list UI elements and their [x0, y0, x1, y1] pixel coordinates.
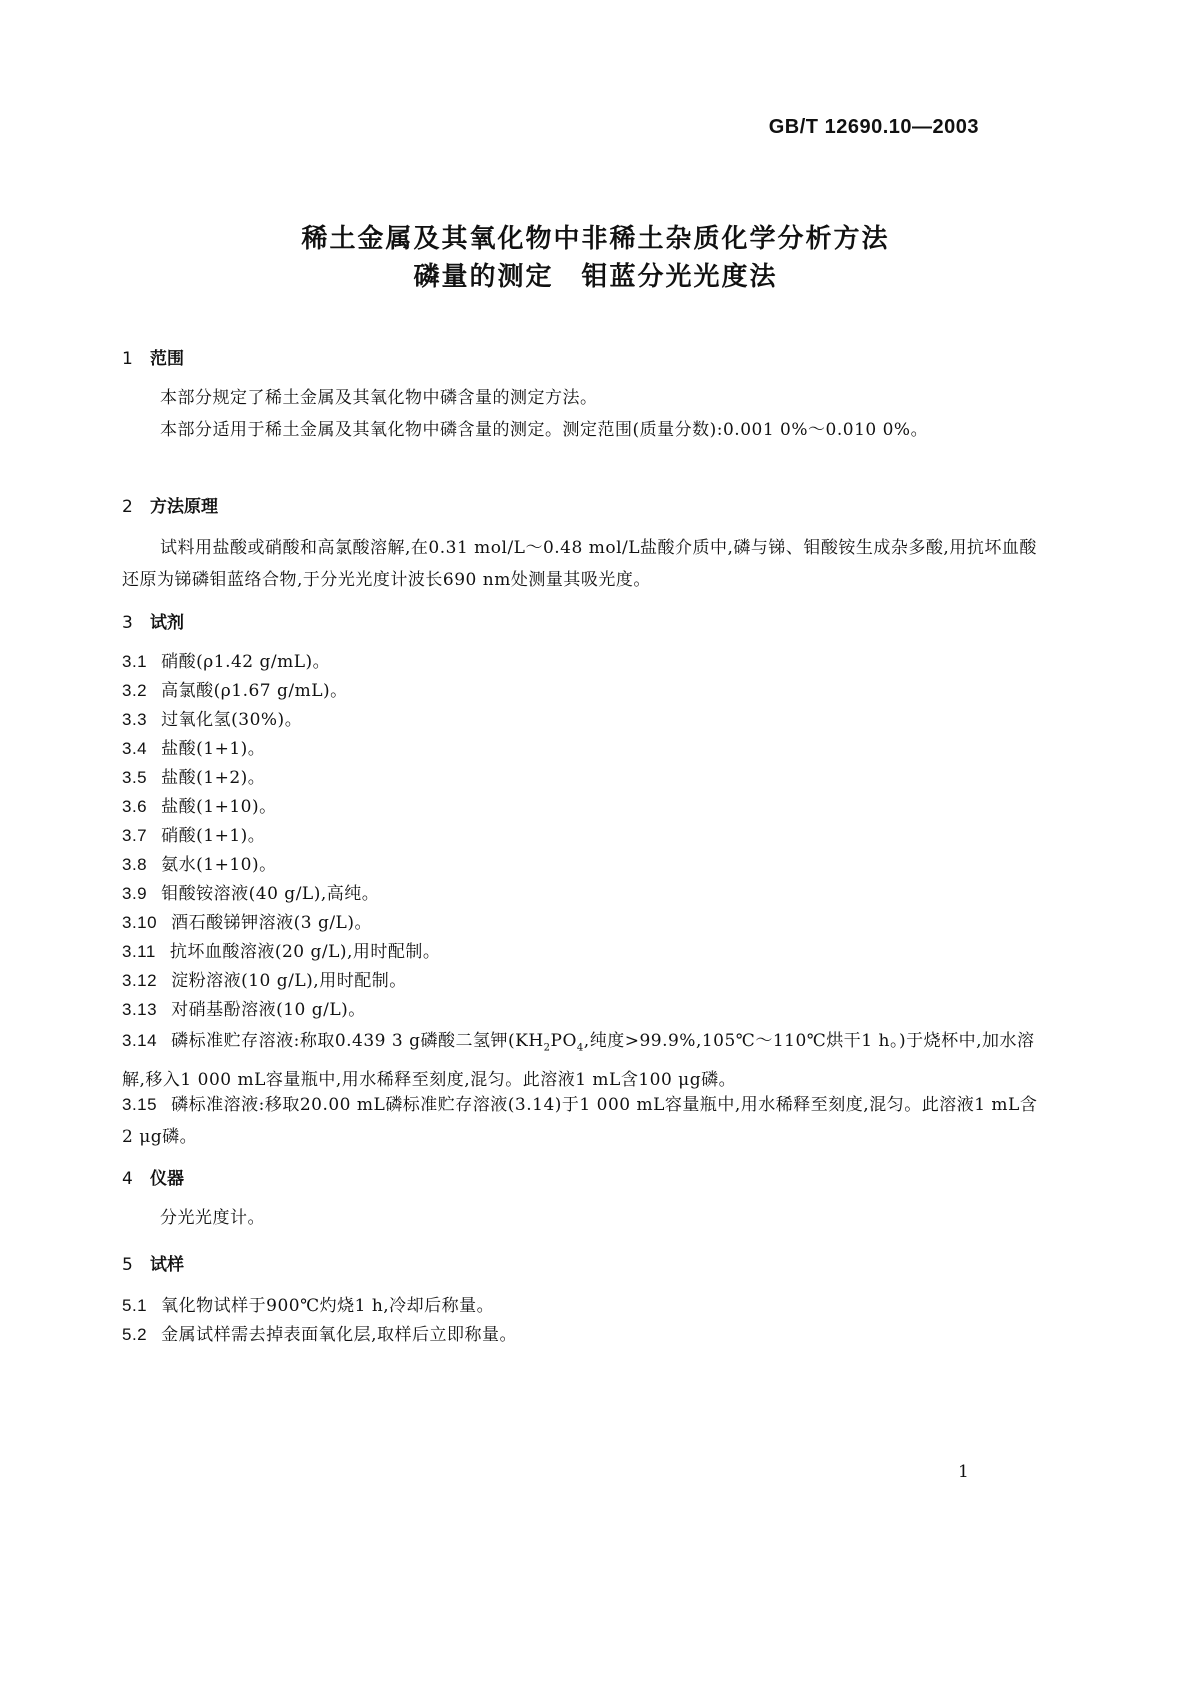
list-item	[122, 704, 1048, 736]
item-text: 氨水(1+10)。	[161, 855, 277, 875]
list-item	[122, 791, 1048, 823]
subscript: 2	[543, 1042, 551, 1054]
item-number: 3.12	[122, 971, 158, 990]
list-item	[122, 1025, 1048, 1096]
list-item	[122, 646, 1048, 678]
list-item	[122, 994, 1048, 1026]
list-item	[122, 762, 1048, 794]
item-number: 3.2	[122, 681, 148, 700]
item-text: 钼酸铵溶液(40 g/L),高纯。	[161, 884, 380, 904]
standard-number: GB/T 12690.10—2003	[768, 116, 979, 138]
list-item	[122, 1319, 1048, 1351]
item-number: 3.13	[122, 1000, 158, 1019]
item-text: 对硝基酚溶液(10 g/L)。	[171, 1000, 366, 1020]
paragraph: 本部分规定了稀土金属及其氧化物中磷含量的测定方法。	[160, 388, 598, 408]
item-text: 淀粉溶液(10 g/L),用时配制。	[171, 971, 407, 991]
item-number: 3.5	[122, 768, 148, 787]
section-number: 1	[122, 349, 133, 369]
item-text: 盐酸(1+1)。	[161, 739, 266, 759]
list-item	[122, 1290, 1048, 1322]
item-text: PO	[550, 1031, 577, 1051]
section-number: 4	[122, 1169, 133, 1189]
list-item	[122, 878, 1048, 910]
item-text: 抗坏血酸溶液(20 g/L),用时配制。	[169, 942, 441, 962]
page-number: 1	[958, 1462, 969, 1482]
section-heading-principle	[122, 492, 218, 517]
item-number: 3.6	[122, 797, 148, 816]
list-item	[122, 849, 1048, 881]
item-text: 硝酸(1+1)。	[161, 826, 266, 846]
item-number: 3.14	[122, 1031, 158, 1050]
item-text: 酒石酸锑钾溶液(3 g/L)。	[171, 913, 372, 933]
list-item	[122, 907, 1048, 939]
item-text: 盐酸(1+2)。	[161, 768, 266, 788]
section-number: 2	[122, 497, 133, 517]
section-heading-apparatus	[122, 1164, 184, 1189]
list-item	[122, 820, 1048, 852]
item-number: 3.4	[122, 739, 148, 758]
list-item	[122, 675, 1048, 707]
item-number: 3.8	[122, 855, 148, 874]
item-text: 硝酸(ρ1.42 g/mL)。	[161, 652, 331, 672]
item-number: 3.9	[122, 884, 148, 903]
section-number: 3	[122, 613, 133, 633]
item-number: 3.1	[122, 652, 148, 671]
item-text: 过氧化氢(30%)。	[161, 710, 303, 730]
section-heading-sample	[122, 1250, 184, 1275]
document-title-line-1: 稀土金属及其氧化物中非稀土杂质化学分析方法	[301, 224, 890, 254]
item-text: 磷标准贮存溶液:称取0.439 3 g磷酸二氢钾(KH	[171, 1031, 544, 1051]
list-item	[122, 1089, 1048, 1153]
subscript: 4	[576, 1042, 584, 1054]
item-text: 高氯酸(ρ1.67 g/mL)。	[161, 681, 348, 701]
item-number: 5.1	[122, 1296, 148, 1315]
list-item	[122, 965, 1048, 997]
item-number: 3.10	[122, 913, 158, 932]
item-text: 金属试样需去掉表面氧化层,取样后立即称量。	[161, 1325, 518, 1345]
item-text: 盐酸(1+10)。	[161, 797, 277, 817]
section-title: 试样	[150, 1255, 184, 1275]
item-number: 3.7	[122, 826, 148, 845]
paragraph: 分光光度计。	[160, 1208, 265, 1228]
item-text: 磷标准溶液:移取20.00 mL磷标准贮存溶液(3.14)于1 000 mL容量瓶中,用水稀释至刻度,混匀。此溶液1 mL含2 μg磷。	[122, 1095, 1038, 1147]
item-number: 3.11	[122, 942, 156, 961]
paragraph: 试料用盐酸或硝酸和高氯酸溶解,在0.31 mol/L～0.48 mol/L盐酸介质中,磷与锑、钼酸铵生成杂多酸,用抗坏血酸还原为锑磷钼蓝络合物,于分光光度计波长690 nm处测量其吸光度。	[122, 538, 1037, 590]
item-number: 3.3	[122, 710, 148, 729]
section-title: 仪器	[150, 1169, 184, 1189]
item-number: 5.2	[122, 1325, 148, 1344]
list-item	[122, 936, 1048, 968]
item-text: ,纯度>99.9%,105℃～110℃烘干1 h。)于烧杯中,加水溶解,移入1 000 mL容量瓶中,用水稀释至刻度,混匀。此溶液1 mL含100 μg磷。	[122, 1031, 1035, 1091]
section-title: 试剂	[150, 613, 184, 633]
section-title: 范围	[150, 349, 184, 369]
section-heading-scope	[122, 344, 184, 369]
item-number: 3.15	[122, 1095, 158, 1114]
section-heading-reagents	[122, 608, 184, 633]
section-number: 5	[122, 1255, 133, 1275]
list-item	[122, 733, 1048, 765]
section-title: 方法原理	[150, 497, 218, 517]
item-text: 氧化物试样于900℃灼烧1 h,冷却后称量。	[161, 1296, 495, 1316]
document-title-line-2: 磷量的测定 钼蓝分光光度法	[413, 262, 778, 292]
paragraph: 本部分适用于稀土金属及其氧化物中磷含量的测定。测定范围(质量分数):0.001 0%～0.010 0%。	[160, 420, 929, 440]
